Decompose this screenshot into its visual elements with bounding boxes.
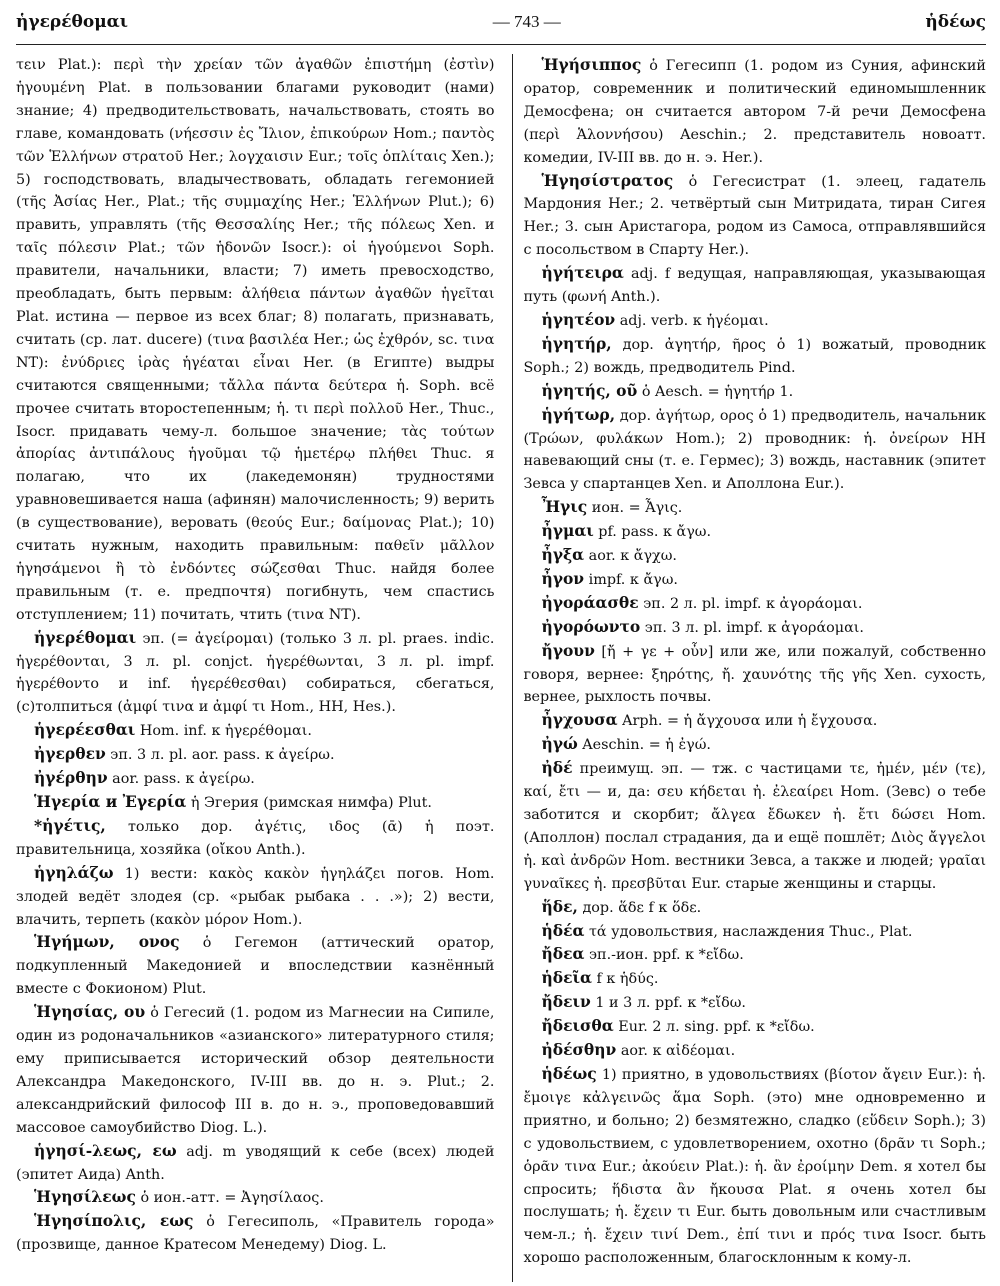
- entry-definition: adj. f ведущая, направляющая, указывающая путь (φωνή Anth.).: [523, 266, 986, 306]
- dictionary-entry: [523, 640, 986, 710]
- entry-continuation: [16, 54, 494, 627]
- entry-headword: ἤγουν: [541, 640, 595, 660]
- entry-headword: ἡδέα: [541, 920, 585, 940]
- dictionary-entry: [16, 627, 494, 720]
- entry-definition: aor. к αἰδέομαι.: [616, 1043, 736, 1060]
- page-number: — 743 —: [492, 12, 561, 31]
- page-header: [16, 12, 986, 46]
- dictionary-entry: [523, 520, 986, 544]
- entry-headword: ἦγμαι: [541, 521, 594, 541]
- dictionary-entry: [523, 380, 986, 404]
- dictionary-entry: [16, 815, 494, 862]
- entry-definition: эп. 2 л. pl. impf. к ἀγοράομαι.: [638, 595, 863, 612]
- dictionary-entry: [523, 1039, 986, 1063]
- entry-headword: Ἦγις: [541, 497, 588, 517]
- entry-definition: эп.-ион. ppf. к *εἴδω.: [584, 947, 744, 964]
- entry-definition: adj. m уводящий к себе (всех) людей (эпитет Аида) Anth.: [16, 1143, 495, 1183]
- entry-definition: τειν Plat.): περὶ τὴν χρείαν τῶν ἀγαθῶν ἐπιστήμη (ἐστὶν) ἡγουμένη Plat. в пользовании благами руководит (нами) знание; 4) предводительствовать, начальствовать, стоять во главе, командовать (νήεσσιν ἐς Ἴλιον, ἐπικούρων Hom.; παντὸς τῶν Ἑλλήνων στρατοῦ Her.; λογχαισιν Eur.; τοῖς ὁπλίταις Xen.); 5) господствовать, владычествовать, обладать гегемонией (τῆς Ἀσίας Her., Plat.; τῆς συμμαχίης Her.; Ἑλλήνων Plut.); 6) править, управлять (τῆς Θεσσαλίης Her.; τῆς πόλεως Xen. и ταῖς πόλεσιν Plat.; τῶν ἡδονῶν Isocr.): οἱ ἡγούμενοι Soph. правители, начальники, власти; 7) иметь превосходство, преобладать, быть первым: ἀλήθεια πάντων ἀγαθῶν ἡγεῖται Plat. истина — первое из всех благ; 8) полагать, признавать, считать (ср. лат. ducere) (τινα βασιλέα Her.; ὡς ἐχθρόν, sc. τινα NT): ἐνύδριες ἱρὰς ἡγέαται εἶναι Her. (в Египте) выдры считаются священными; τἄλλα πάντα δεύτερα ἡ. Soph. всё прочее считать второстепенным; ἡ. τι περὶ πολλοῦ Her., Thuc., Isocr. придавать чему-л. большое значение; τὰς τούτων ἀπορίας ἀντιπάλους ἡγοῦμαι τῷ ἡμετέρῳ πλήθει Thuc. я полагаю, что их (лакедемонян) трудностями уравновешивается наша (афинян) малочисленность; 9) верить (в существование), веровать (θεούς Eur.; δαίμονας Plat.); 10) считать нужным, находить правильным: παθεῖν μᾶλλον ἡγησάμενοι ἢ τὸ ἐνδόντες σώζεσθαι Thuc. найдя более правильным (т. е. предпочтя) погибнуть, чем спастись отступлением; 11) почитать, чтить (τινα NT).: [16, 57, 495, 623]
- dictionary-entry: [523, 920, 986, 944]
- entry-definition: Hom. inf. к ἡγερέθομαι.: [135, 723, 312, 740]
- dictionary-entry: [523, 616, 986, 640]
- entry-definition: эп. 3 л. pl. impf. к ἀγοράομαι.: [640, 619, 864, 636]
- entry-headword: ἡγήτωρ,: [541, 404, 616, 424]
- dictionary-entry: [16, 743, 494, 767]
- entry-definition: ὁ ион.-атт. = Ἀγησίλαος.: [135, 1190, 324, 1207]
- entry-definition: Eur. 2 л. sing. ppf. к *εἴδω.: [613, 1019, 815, 1036]
- dictionary-entry: [523, 496, 986, 520]
- entry-definition: ὁ Гегесиполь, «Правитель города» (прозвище, данное Кратесом Менедему) Diog. L.: [16, 1214, 495, 1254]
- entry-headword: ἤδεα: [541, 944, 585, 964]
- dictionary-entry: [523, 757, 986, 895]
- dictionary-entry: [16, 1001, 494, 1139]
- entry-headword: Ἡγερία и Ἐγερία: [34, 792, 187, 811]
- two-column-body: [16, 54, 986, 1282]
- entry-headword: Ἡγησίας, ου: [34, 1002, 146, 1022]
- dictionary-entry: [16, 767, 494, 791]
- entry-headword: ἦγχουσα: [541, 710, 618, 730]
- dictionary-entry: [523, 733, 986, 757]
- entry-definition: [ἤ + γε + οὖν] или же, или пожалуй, собственно говоря, вернее: ξηρότης, ἤ. χαυνότης τῆς γῆς Xen. сухость, вернее, рыхлость почвы.: [523, 643, 986, 706]
- entry-definition: ион. = Ἆγις.: [587, 500, 683, 517]
- entry-definition: Arph. = ἡ ἄγχουσα или ἡ ἔγχουσα.: [617, 713, 878, 730]
- entry-headword: ἠγοράασθε: [541, 592, 639, 612]
- entry-headword: ἦγον: [541, 568, 585, 588]
- left-column: [16, 54, 502, 1282]
- dictionary-entry: [16, 1210, 494, 1257]
- entry-headword: ἥδε,: [541, 896, 578, 916]
- dictionary-entry: [16, 719, 494, 743]
- entry-definition: impf. к ἄγω.: [584, 571, 678, 588]
- dictionary-entry: [523, 170, 986, 263]
- dictionary-entry: [523, 262, 986, 309]
- entry-headword: ἡγερέεσθαι: [34, 720, 136, 740]
- entry-definition: aor. к ἄγχω.: [584, 548, 677, 565]
- dictionary-entry: [523, 592, 986, 616]
- entry-headword: ἤδειν: [541, 992, 591, 1012]
- entry-definition: эп. 3 л. pl. aor. pass. к ἀγείρω.: [105, 747, 335, 764]
- entry-definition: только дор. ἀγέτις, ιδος (ᾱ) ἡ поэт. правительница, хозяйка (οἴκου Anth.).: [16, 818, 495, 858]
- header-rule: [16, 44, 986, 45]
- entry-definition: 1) вести: κακὸς κακὸν ἡγηλάζει погов. Hom. злодей ведёт злодея (ср. «рыбак рыбака . . .»); 2) вести, влачить, терпеть (κακὸν μόρον Hom.).: [16, 865, 495, 928]
- entry-headword: ἦγξα: [541, 545, 585, 565]
- entry-definition: Aeschin. = ἡ ἐγώ.: [577, 737, 711, 754]
- entry-headword: ἡγητής, οῦ: [541, 380, 638, 400]
- entry-definition: дор. ἀγητήρ, ῆρος ὁ 1) вожатый, проводник Soph.; 2) вождь, предводитель Pind.: [523, 336, 986, 376]
- entry-definition: pf. pass. к ἄγω.: [593, 524, 712, 541]
- entry-definition: ὁ Гегемон (аттический оратор, подкупленный Македонией и впоследствии казнённый вместе с Фокионом) Plut.: [16, 935, 495, 998]
- entry-headword: ἠγώ: [541, 734, 578, 754]
- dictionary-entry: [523, 404, 986, 497]
- entry-definition: дор. ἅδε f к ὅδε.: [577, 899, 702, 916]
- dictionary-entry: [16, 791, 494, 815]
- entry-definition: ἡ Эгерия (римская нимфа) Plut.: [186, 795, 432, 811]
- entry-headword: ἡγητήρ,: [541, 333, 612, 353]
- entry-definition: aor. pass. к ἀγείρω.: [107, 771, 255, 788]
- dictionary-entry: [523, 333, 986, 380]
- dictionary-entry: [16, 862, 494, 932]
- entry-definition: 1 и 3 л. ppf. к *εἴδω.: [590, 995, 746, 1012]
- entry-headword: ἠγερθεν: [34, 744, 106, 764]
- entry-headword: Ἡγησίλεως: [34, 1187, 136, 1207]
- entry-definition: ὁ Гегесипп (1. родом из Суния, афинский оратор, современник и политический единомышленник Демосфена; он считается автором 7-й речи Демосфена (περὶ Ἁλοννήσου) Aeschin.; 2. представитель новоатт. комедии, IV-III вв. до н. э. Her.).: [523, 58, 986, 166]
- entry-headword: Ἡγησίστρατος: [541, 170, 674, 190]
- entry-headword: ἡγερέθομαι: [34, 627, 137, 647]
- entry-headword: Ἡγήμων, ονος: [34, 932, 180, 952]
- entry-definition: ὁ Aesch. = ἡγητήρ 1.: [637, 383, 794, 400]
- entry-headword: *ἡγέτις,: [34, 815, 106, 835]
- entry-definition: 1) приятно, в удовольствиях (βίοτον ἄγειν Eur.): ἡ. ἔμοιγε κἀλγεινῶς ἅμα Soph. (это) мне одновременно и приятно, и больно; 2) безмятежно, сладко (εὕδειν Soph.); 3) с удовольствием, с удовлетворением, охотно (δρᾶν τι Soph.; ὁρᾶν τινα Eur.; ἀκούειν Plat.): ἡ. ἂν ἐροίμην Dem. я хотел бы спросить; ἥδιστα ἂν ἤκουσα Plat. я очень хотел бы послушать; ἡ. ἔχειν τι Eur. быть довольным или счастливым чем-л.; ἡ. ἔχειν τινί Dem., ἐπί τινι и πρός τινα Isocr. быть хорошо расположенным, благосклонным к кому-л.: [523, 1066, 986, 1267]
- entry-headword: ἠγορόωντο: [541, 616, 641, 636]
- running-head-left: ἡγερέθομαι: [16, 12, 128, 32]
- entry-headword: ἠδέ: [541, 758, 573, 778]
- entry-headword: ἡγησί-λεως, εω: [34, 1140, 177, 1160]
- entry-headword: ἡδεῖα: [541, 968, 592, 988]
- dictionary-entry: [523, 896, 986, 920]
- entry-definition: ὁ Гегесистрат (1. элеец, гадатель Мардония Her.; 2. четвёртый сын Митридата, тиран Сигея Her.; 3. сын Аристагора, родом из Самоса, отправлявшийся с посольством в Спарту Her.).: [523, 173, 986, 259]
- entry-headword: ἡδέως: [541, 1063, 597, 1083]
- dictionary-entry: [523, 991, 986, 1015]
- entry-headword: ἤδεισθα: [541, 1016, 614, 1036]
- dictionary-entry: [16, 1186, 494, 1210]
- entry-headword: Ἡγήσιππος: [541, 55, 642, 74]
- entry-headword: ἡγηλάζω: [34, 862, 114, 882]
- dictionary-entry: [16, 1140, 494, 1187]
- entry-headword: ἡγητέον: [541, 309, 616, 329]
- dictionary-entry: [523, 1015, 986, 1039]
- dictionary-entry: [523, 309, 986, 333]
- entry-definition: adj. verb. к ἡγέομαι.: [615, 312, 769, 329]
- dictionary-entry: [523, 967, 986, 991]
- running-head-right: ἡδέως: [925, 12, 986, 32]
- right-column: [523, 54, 986, 1282]
- entry-definition: преимущ. эп. — тж. с частицами τε, ἠμέν, μέν (τε), καί, ἔτι — и, да: σευ κήδεται ἠ. ἐλεαίρει Hom. (Зевс) о тебе заботится и скорбит; ἄλγεα ἔδωκεν ἠ. ἔτι δώσει Hom. (Аполлон) послал страдания, да и ещё пошлёт; Διὸς ἄγγελοι ἠ. καὶ ἀνδρῶν Hom. вестники Зевса, а также и людей; γραῖαι γυναῖκες ἠ. πρεσβῦται Eur. старые женщины и старцы.: [523, 761, 986, 892]
- entry-definition: ὁ Гегесий (1. родом из Магнесии на Сипиле, один из родоначальников «азианского» литературного стиля; ему приписывается исторический обзор деятельности Александра Македонского, IV-III вв. до н. э. Plut.; 2. александрийский философ III в. до н. э., проповедовавший массовое самоубийство Diog. L.).: [16, 1005, 495, 1136]
- column-divider: [512, 54, 513, 1282]
- dictionary-entry: [523, 709, 986, 733]
- entry-definition: τά удовольствия, наслаждения Thuc., Plat.: [584, 923, 913, 940]
- entry-definition: f к ἡδύς.: [591, 971, 659, 988]
- entry-headword: ἠγέρθην: [34, 768, 108, 788]
- entry-definition: эп. (= ἀγείρομαι) (только 3 л. pl. praes. indic. ἡγερέθονται, 3 л. pl. conjct. ἡγερέθωνται, 3 л. pl. impf. ἡγερέθοντο и inf. ἡγερέθεσθαι) собираться, сбегаться, (с)толпиться (ἀμφί τινα и ἀμφί τι Hom., HH, Hes.).: [16, 630, 495, 716]
- dictionary-entry: [523, 568, 986, 592]
- dictionary-entry: [523, 943, 986, 967]
- entry-headword: ἡγήτειρα: [541, 263, 624, 283]
- dictionary-entry: [523, 54, 986, 170]
- entry-headword: Ἡγησίπολις, εως: [34, 1211, 194, 1231]
- dictionary-entry: [523, 1063, 986, 1270]
- entry-headword: ἠδέσθην: [541, 1040, 617, 1060]
- dictionary-entry: [523, 544, 986, 568]
- dictionary-entry: [16, 931, 494, 1001]
- entry-definition: дор. ἀγήτωρ, ορος ὁ 1) предводитель, начальник (Τρώων, φυλάκων Hom.); 2) проводник: ἡ. ὀνείρων HH навевающий сны (т. е. Гермес); 3) вождь, наставник (эпитет Зевса у спартанцев Xen. и Аполлона Eur.).: [523, 407, 986, 493]
